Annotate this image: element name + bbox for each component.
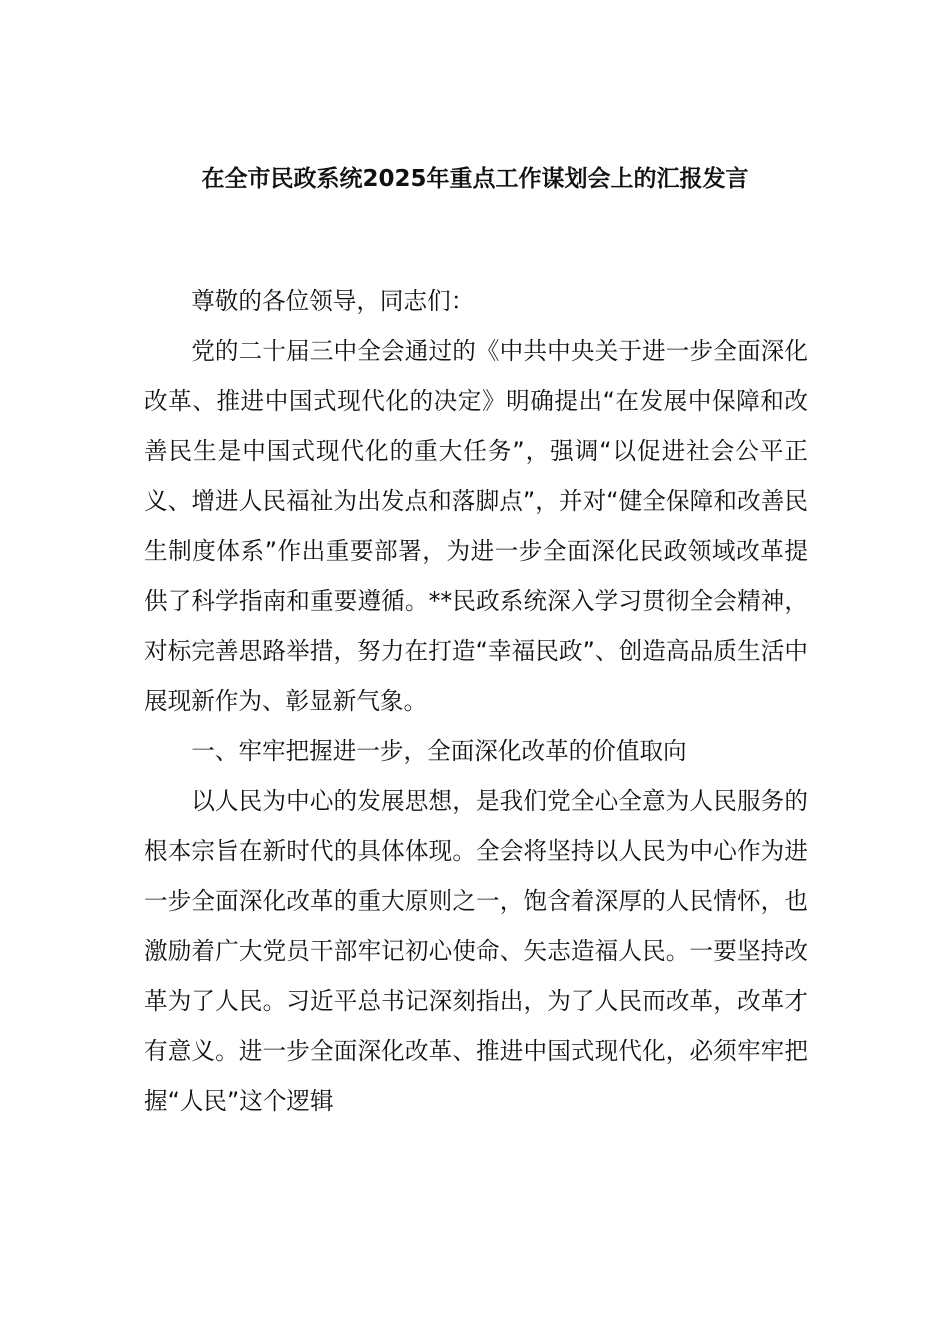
body-paragraph: 以人民为中心的发展思想，是我们党全心全意为人民服务的根本宗旨在新时代的具体体现。全会将坚持以人民为中心作为进一步全面深化改革的重大原则之一，饱含着深厚的人民情怀，也激励着广大党员干部牢记初心使命、矢志造福人民。一要坚持改革为了人民。习近平总书记深刻指出，为了人民而改革，改革才有意义。进一步全面深化改革、推进中国式现代化，必须牢牢把握“人民”这个逻辑: [144, 787, 808, 1115]
document-body: [144, 276, 808, 1126]
section-heading: 一、牢牢把握进一步，全面深化改革的价值取向: [191, 737, 687, 765]
intro-paragraph: 党的二十届三中全会通过的《中共中央关于进一步全面深化改革、推进中国式现代化的决定》明确提出“在发展中保障和改善民生是中国式现代化的重大任务”，强调“以促进社会公平正义、增进人民福祉为出发点和落脚点”，并对“健全保障和改善民生制度体系”作出重要部署，为进一步全面深化民政领域改革提供了科学指南和重要遵循。**民政系统深入学习贯彻全会精神，对标完善思路举措，努力在打造“幸福民政”、创造高品质生活中展现新作为、彰显新气象。: [144, 337, 808, 715]
greeting-paragraph: 尊敬的各位领导，同志们：: [191, 287, 475, 315]
document-title: 在全市民政系统2025年重点工作谋划会上的汇报发言: [201, 166, 749, 192]
